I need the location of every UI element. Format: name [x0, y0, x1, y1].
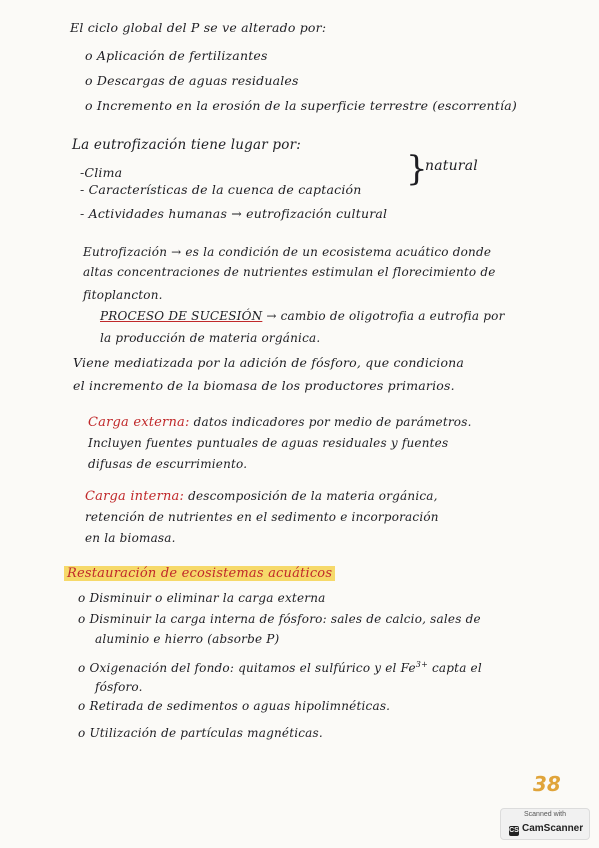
proceso-sucesion-line2: la producción de materia orgánica.: [100, 331, 321, 345]
restauracion-heading-text: Restauración de ecosistemas acuáticos: [64, 566, 335, 581]
carga-interna-line2: retención de nutrientes en el sedimento e incorporación: [85, 510, 439, 524]
camscanner-watermark: [500, 808, 590, 840]
carga-externa-text1: datos indicadores por medio de parámetros.: [189, 415, 472, 429]
carga-interna-line3: en la biomasa.: [85, 531, 176, 545]
carga-externa-line1: [88, 415, 472, 430]
brace-icon: }: [406, 149, 428, 189]
carga-externa-line3: difusas de escurrimiento.: [88, 457, 248, 471]
rest-item-particulas: o Utilización de partículas magnéticas.: [78, 726, 323, 740]
page-number: 38: [533, 772, 561, 796]
mediatizada-line1: Viene mediatizada por la adición de fósforo, que condiciona: [73, 355, 465, 370]
s1-item-descargas: o Descargas de aguas residuales: [85, 73, 299, 88]
carga-interna-text1: descomposición de la materia orgánica,: [184, 489, 438, 503]
watermark-scanned-with: Scanned with: [523, 811, 567, 818]
oxigenacion-rest: capta el: [428, 661, 482, 675]
section1-title: El ciclo global del P se ve alterado por:: [70, 20, 327, 35]
restauracion-heading: [64, 566, 335, 581]
eutrofizacion-line1: Eutrofización → es la condición de un ecosistema acuático donde: [83, 245, 492, 259]
proceso-sucesion-label: PROCESO DE SUCESIÓN: [100, 309, 263, 323]
carga-externa-line2: Incluyen fuentes puntuales de aguas residuales y fuentes: [88, 436, 449, 450]
s2-item-actividades: - Actividades humanas → eutrofización cultural: [80, 206, 388, 221]
section2-title: La eutrofización tiene lugar por:: [72, 137, 301, 153]
proceso-sucesion-rest: → cambio de oligotrofia a eutrofia por: [262, 309, 505, 323]
carga-interna-label: Carga interna:: [85, 489, 185, 504]
proceso-sucesion-line: [100, 309, 505, 323]
fe-charge: 3+: [415, 660, 428, 669]
oxigenacion-text: Oxigenación del fondo: quitamos el sulfúrico y el Fe: [89, 661, 416, 675]
watermark-brand: [509, 823, 583, 836]
rest-item-disminuir-interna: o Disminuir la carga interna de fósforo: sales de calcio, sales de: [78, 612, 481, 626]
rest-item-oxigenacion: [78, 660, 482, 675]
carga-externa-label: Carga externa:: [88, 415, 190, 430]
carga-interna-line1: [85, 489, 438, 504]
s2-item-clima: -Clima: [80, 165, 123, 180]
rest-item-retirada: o Retirada de sedimentos o aguas hipolimnéticas.: [78, 699, 390, 713]
watermark-brand-text: CamScanner: [522, 823, 584, 834]
eutrofizacion-line3: fitoplancton.: [83, 288, 163, 302]
mediatizada-line2: el incremento de la biomasa de los productores primarios.: [73, 378, 455, 393]
rest-item-disminuir-externa: o Disminuir o eliminar la carga externa: [78, 591, 325, 605]
camscanner-logo-icon: CS: [509, 827, 519, 834]
s1-item-erosion: o Incremento en la erosión de la superficie terrestre (escorrentía): [85, 98, 517, 113]
rest-item-oxigenacion-cont: fósforo.: [95, 680, 143, 694]
eutrofizacion-line2: altas concentraciones de nutrientes estimulan el florecimiento de: [83, 265, 496, 279]
s2-item-cuenca: - Características de la cuenca de captación: [80, 182, 362, 197]
rest-item-disminuir-interna-cont: aluminio e hierro (absorbe P): [95, 632, 280, 646]
s1-item-fertilizantes: o Aplicación de fertilizantes: [85, 48, 268, 63]
natural-label: natural: [425, 158, 478, 174]
